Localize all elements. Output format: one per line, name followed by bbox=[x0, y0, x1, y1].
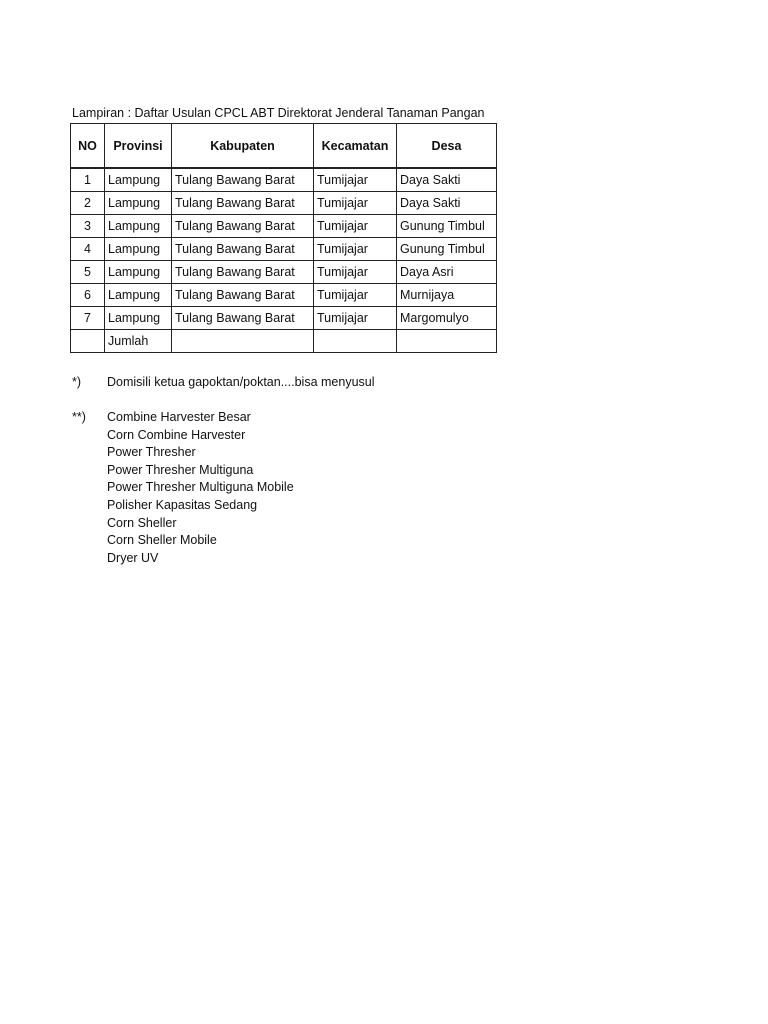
cell-desa: Daya Sakti bbox=[397, 192, 497, 215]
list-item: Power Thresher bbox=[107, 445, 196, 460]
header-no: NO bbox=[71, 124, 105, 169]
header-provinsi: Provinsi bbox=[105, 124, 172, 169]
note-double-mark: **) bbox=[72, 410, 86, 424]
cell-kecamatan: Tumijajar bbox=[314, 238, 397, 261]
list-item: Power Thresher Multiguna bbox=[107, 462, 254, 477]
cell-desa: Murnijaya bbox=[397, 284, 497, 307]
total-cell-desa bbox=[397, 330, 497, 353]
table-header-row bbox=[71, 124, 497, 169]
cell-no: 7 bbox=[71, 307, 105, 330]
cell-kabupaten: Tulang Bawang Barat bbox=[172, 261, 314, 284]
cpcl-table bbox=[70, 123, 497, 353]
cell-desa: Daya Sakti bbox=[397, 168, 497, 192]
cell-kabupaten: Tulang Bawang Barat bbox=[172, 307, 314, 330]
table-row bbox=[71, 192, 497, 215]
cell-kabupaten: Tulang Bawang Barat bbox=[172, 284, 314, 307]
cell-kecamatan: Tumijajar bbox=[314, 307, 397, 330]
list-item: Combine Harvester Besar bbox=[107, 410, 251, 424]
cell-provinsi: Lampung bbox=[105, 261, 172, 284]
cell-kecamatan: Tumijajar bbox=[314, 284, 397, 307]
list-item: Corn Sheller Mobile bbox=[107, 533, 217, 548]
cell-provinsi: Lampung bbox=[105, 284, 172, 307]
table-total-row bbox=[71, 330, 497, 353]
total-cell-kecamatan bbox=[314, 330, 397, 353]
cell-no: 3 bbox=[71, 215, 105, 238]
cell-provinsi: Lampung bbox=[105, 238, 172, 261]
header-kabupaten: Kabupaten bbox=[172, 124, 314, 169]
header-kecamatan: Kecamatan bbox=[314, 124, 397, 169]
table-row bbox=[71, 238, 497, 261]
cell-no: 5 bbox=[71, 261, 105, 284]
cell-desa: Gunung Timbul bbox=[397, 238, 497, 261]
cell-no: 2 bbox=[71, 192, 105, 215]
cell-no: 4 bbox=[71, 238, 105, 261]
cell-desa: Margomulyo bbox=[397, 307, 497, 330]
cell-kecamatan: Tumijajar bbox=[314, 215, 397, 238]
cell-provinsi: Lampung bbox=[105, 307, 172, 330]
total-cell-no bbox=[71, 330, 105, 353]
cell-no: 6 bbox=[71, 284, 105, 307]
cell-kecamatan: Tumijajar bbox=[314, 261, 397, 284]
cell-kecamatan: Tumijajar bbox=[314, 192, 397, 215]
machine-list bbox=[107, 409, 294, 567]
table-row bbox=[71, 168, 497, 192]
document-title: Lampiran : Daftar Usulan CPCL ABT Direktorat Jenderal Tanaman Pangan bbox=[72, 106, 485, 120]
list-item: Polisher Kapasitas Sedang bbox=[107, 497, 258, 512]
total-cell-kabupaten bbox=[172, 330, 314, 353]
cell-provinsi: Lampung bbox=[105, 192, 172, 215]
cell-kecamatan: Tumijajar bbox=[314, 168, 397, 192]
header-desa: Desa bbox=[397, 124, 497, 169]
note-single-mark: *) bbox=[72, 375, 82, 389]
table-row bbox=[71, 284, 497, 307]
table-row bbox=[71, 215, 497, 238]
table-row bbox=[71, 307, 497, 330]
cell-no: 1 bbox=[71, 168, 105, 192]
list-item: Dryer UV bbox=[107, 550, 159, 565]
cell-kabupaten: Tulang Bawang Barat bbox=[172, 168, 314, 192]
list-item: Corn Combine Harvester bbox=[107, 427, 246, 442]
cell-kabupaten: Tulang Bawang Barat bbox=[172, 192, 314, 215]
table-row bbox=[71, 261, 497, 284]
cell-provinsi: Lampung bbox=[105, 215, 172, 238]
cell-kabupaten: Tulang Bawang Barat bbox=[172, 238, 314, 261]
cell-desa: Gunung Timbul bbox=[397, 215, 497, 238]
cell-provinsi: Lampung bbox=[105, 168, 172, 192]
total-label: Jumlah bbox=[105, 330, 172, 353]
list-item: Corn Sheller bbox=[107, 515, 177, 530]
note-single-text: Domisili ketua gapoktan/poktan....bisa menyusul bbox=[107, 375, 375, 389]
cell-desa: Daya Asri bbox=[397, 261, 497, 284]
list-item: Power Thresher Multiguna Mobile bbox=[107, 480, 294, 495]
cell-kabupaten: Tulang Bawang Barat bbox=[172, 215, 314, 238]
